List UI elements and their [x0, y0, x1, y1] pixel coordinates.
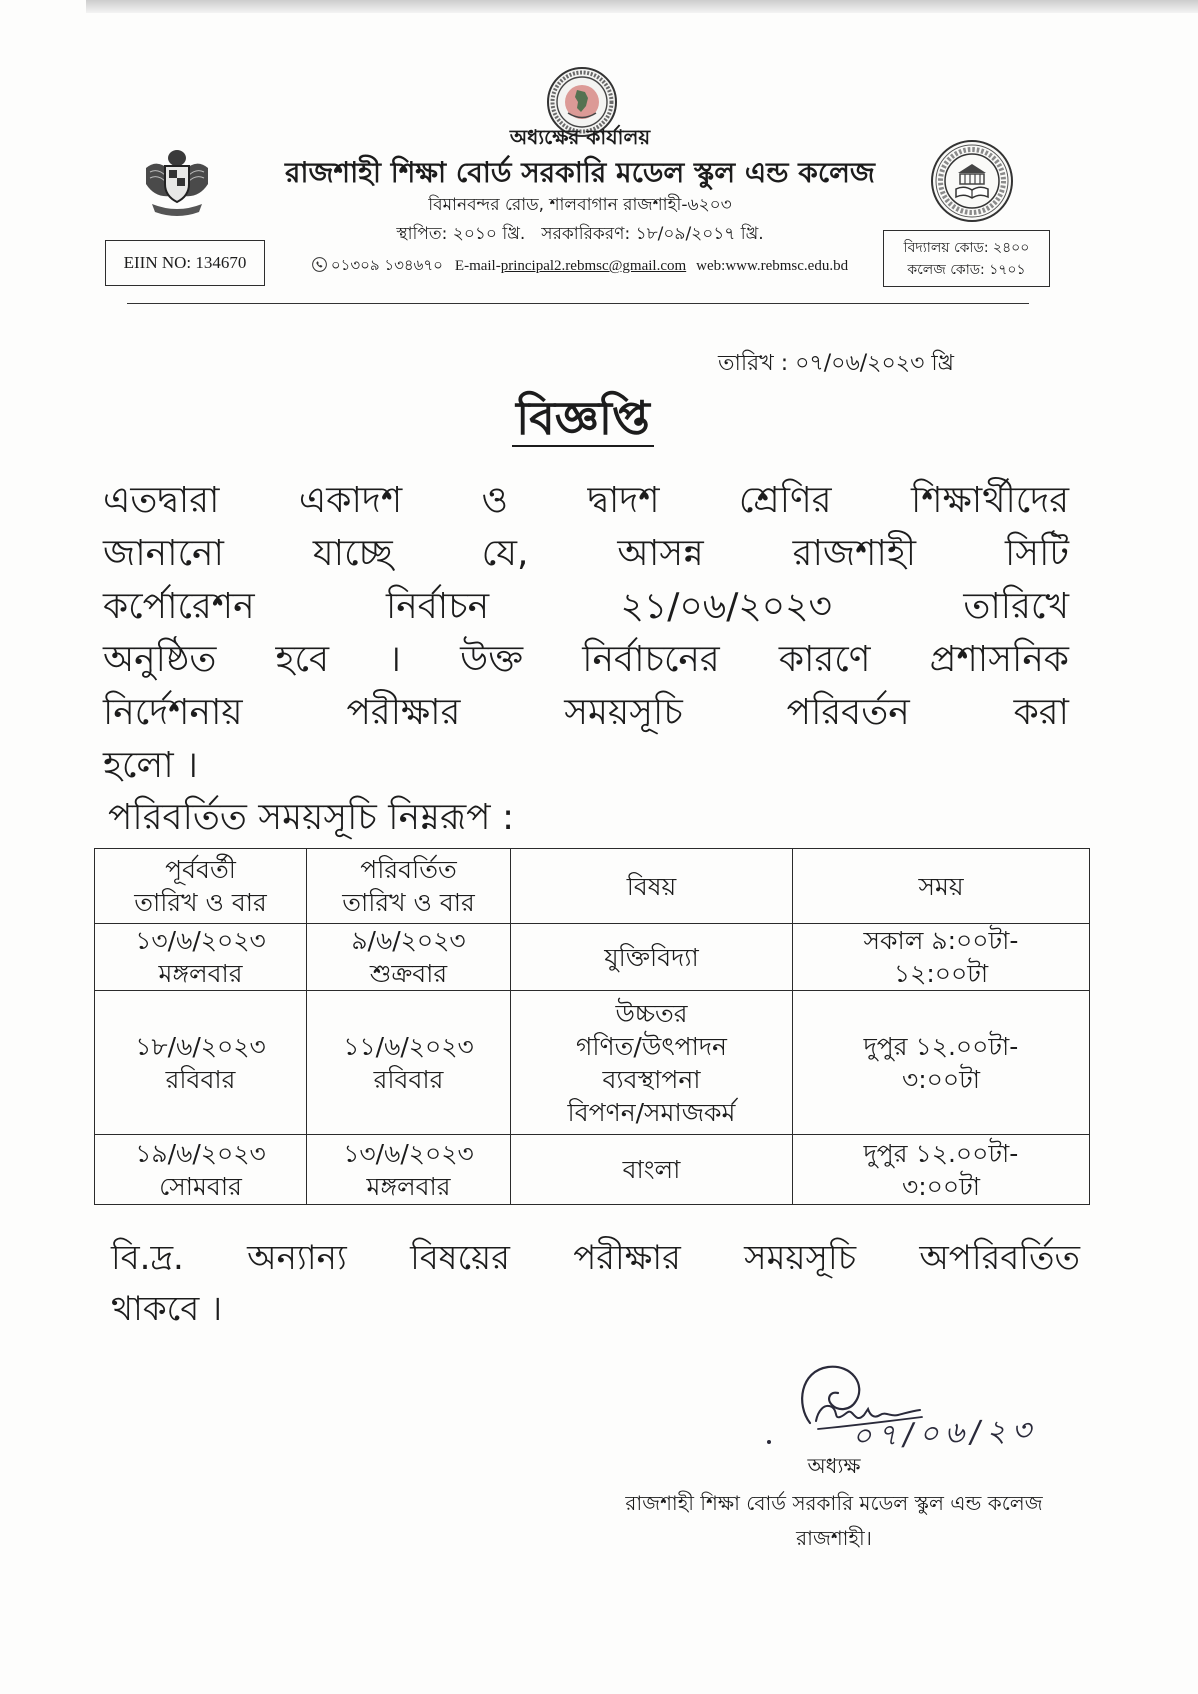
- notice-body-line: জানানো যাচ্ছে যে, আসন্ন রাজশাহী সিটি: [103, 533, 1069, 574]
- cell-line: ৯/৬/২০২৩: [351, 926, 466, 955]
- table-row: [95, 1135, 1090, 1205]
- cell-line: রবিবার: [373, 1064, 444, 1094]
- cell-previous-date: [95, 1135, 307, 1205]
- notice-body-line: এতদ্বারা একাদশ ও দ্বাদশ শ্রেণির শিক্ষার্থীদের: [103, 480, 1069, 521]
- scan-edge-shadow: [86, 0, 1198, 13]
- email-label: E-mail-: [454, 258, 501, 274]
- cell-line: ১৩/৬/২০২৩: [135, 926, 266, 955]
- cell-line: যুক্তিবিদ্যা: [604, 942, 699, 972]
- office-heading: অধ্যক্ষের কার্যালয়: [509, 125, 651, 149]
- schedule-heading: পরিবর্তিত সময়সূচি নিম্নরূপ :: [108, 797, 515, 838]
- institution-address: বিমানবন্দর রোড, শালবাগান রাজশাহী-৬২০৩: [428, 195, 732, 215]
- table-row: [95, 991, 1090, 1135]
- cell-time: [793, 924, 1090, 991]
- signatory-designation: অধ্যক্ষ: [807, 1454, 861, 1478]
- notice-title-wrap: [433, 392, 733, 447]
- header-line: তারিখ ও বার: [134, 888, 267, 917]
- establishment-info: [230, 223, 930, 245]
- eiin-number: EIIN NO: 134670: [123, 253, 247, 272]
- schedule-table: [94, 848, 1090, 1205]
- cell-line: উচ্চতর: [615, 998, 688, 1028]
- cell-subject: [511, 991, 793, 1135]
- footnote-line: থাকবে ।: [111, 1289, 223, 1329]
- cell-line: ১২:০০টা: [893, 959, 989, 988]
- notice-body-line: হলো ।: [103, 745, 198, 786]
- header-time: [793, 849, 1090, 924]
- header-previous-date: [95, 849, 307, 924]
- cell-line: ১৯/৬/২০২৩: [135, 1138, 266, 1168]
- cell-line: মঙ্গলবার: [158, 959, 243, 988]
- header-line: সময়: [918, 871, 964, 901]
- cell-line: ৩:০০টা: [901, 1064, 981, 1094]
- cell-time: [793, 1135, 1090, 1205]
- header-revised-date: [307, 849, 511, 924]
- cell-line: বিপণন/সমাজকর্ম: [567, 1097, 736, 1127]
- notice-date: তারিখ : ০৭/০৬/২০২৩ খ্রি: [718, 351, 955, 376]
- notice-footnote: [111, 1233, 1080, 1335]
- cell-line: দুপুর ১২.০০টা-: [863, 1138, 1019, 1168]
- notice-body-line: নির্দেশনায় পরীক্ষার সময়সূচি পরিবর্তন করা: [103, 692, 1069, 733]
- cell-subject: [511, 924, 793, 991]
- cell-line: রবিবার: [165, 1064, 236, 1094]
- footnote-line: বি.দ্র. অন্যান্য বিষয়ের পরীক্ষার সময়সূচি অপরিবর্তিত: [111, 1238, 1080, 1278]
- cell-subject: [511, 1135, 793, 1205]
- institution-seal-icon: [930, 139, 1014, 223]
- website-address: web:www.rebmsc.edu.bd: [696, 258, 849, 274]
- cell-line: সকাল ৯:০০টা-: [863, 926, 1019, 955]
- notice-body-line: অনুষ্ঠিত হবে । উক্ত নির্বাচনের কারণে প্রশাসনিক: [103, 639, 1069, 680]
- signatory-institution: রাজশাহী শিক্ষা বোর্ড সরকারি মডেল স্কুল এন্ড কলেজ: [625, 1491, 1043, 1515]
- cell-line: দুপুর ১২.০০টা-: [863, 1031, 1019, 1061]
- notice-title: বিজ্ঞপ্তি: [512, 392, 654, 447]
- institution-name: রাজশাহী শিক্ষা বোর্ড সরকারি মডেল স্কুল এন্ড কলেজ: [284, 156, 875, 189]
- notice-body: [103, 474, 1069, 792]
- cell-previous-date: [95, 991, 307, 1135]
- cell-time: [793, 991, 1090, 1135]
- header-line: পরিবর্তিত: [360, 855, 457, 884]
- letterhead-divider: [127, 303, 1029, 304]
- cell-revised-date: [307, 991, 511, 1135]
- college-code: কলেজ কোড: ১৭০১: [907, 261, 1026, 278]
- email-block: [455, 258, 686, 274]
- header-line: তারিখ ও বার: [342, 888, 475, 917]
- cell-line: গণিত/উৎপাদন: [576, 1031, 727, 1061]
- table-row: [95, 924, 1090, 991]
- cell-line: ১৮/৬/২০২৩: [135, 1031, 266, 1061]
- cell-line: বাংলা: [622, 1155, 681, 1184]
- notice-body-line: কর্পোরেশন নির্বাচন ২১/০৬/২০২৩ তারিখে: [103, 586, 1069, 627]
- signatory-city: রাজশাহী।: [796, 1526, 872, 1550]
- school-code: বিদ্যালয় কোড: ২৪০০: [903, 239, 1030, 256]
- cell-line: ১৩/৬/২০২৩: [343, 1138, 474, 1168]
- cell-line: ৩:০০টা: [901, 1171, 981, 1201]
- cell-line: শুক্রবার: [369, 959, 448, 988]
- header-subject: [511, 849, 793, 924]
- cell-line: মঙ্গলবার: [366, 1171, 451, 1201]
- cell-line: সোমবার: [159, 1171, 242, 1201]
- college-crest-icon: [140, 146, 214, 218]
- eiin-box: [105, 240, 265, 286]
- header-line: পূর্ববর্তী: [165, 855, 236, 884]
- cell-line: ১১/৬/২০২৩: [343, 1031, 474, 1061]
- established-date: স্থাপিত: ২০১০ খ্রি.: [396, 224, 526, 244]
- cell-revised-date: [307, 1135, 511, 1205]
- contact-line: [230, 255, 930, 276]
- phone-number: ০১৩০৯ ১৩৪৬৭০: [330, 256, 443, 274]
- cell-line: ব্যবস্থাপনা: [602, 1064, 701, 1094]
- phone-icon: [312, 257, 327, 272]
- email-address: principal2.rebmsc@gmail.com: [500, 258, 687, 274]
- nationalized-date: সরকারিকরণ: ১৮/০৯/২০১৭ খ্রি.: [541, 224, 764, 244]
- cell-previous-date: [95, 924, 307, 991]
- institution-code-box: [883, 230, 1050, 287]
- signature-date: ০৭/০৬/২৩: [851, 1412, 1038, 1455]
- cell-revised-date: [307, 924, 511, 991]
- header-line: বিষয়: [626, 871, 677, 901]
- table-header-row: [95, 849, 1090, 924]
